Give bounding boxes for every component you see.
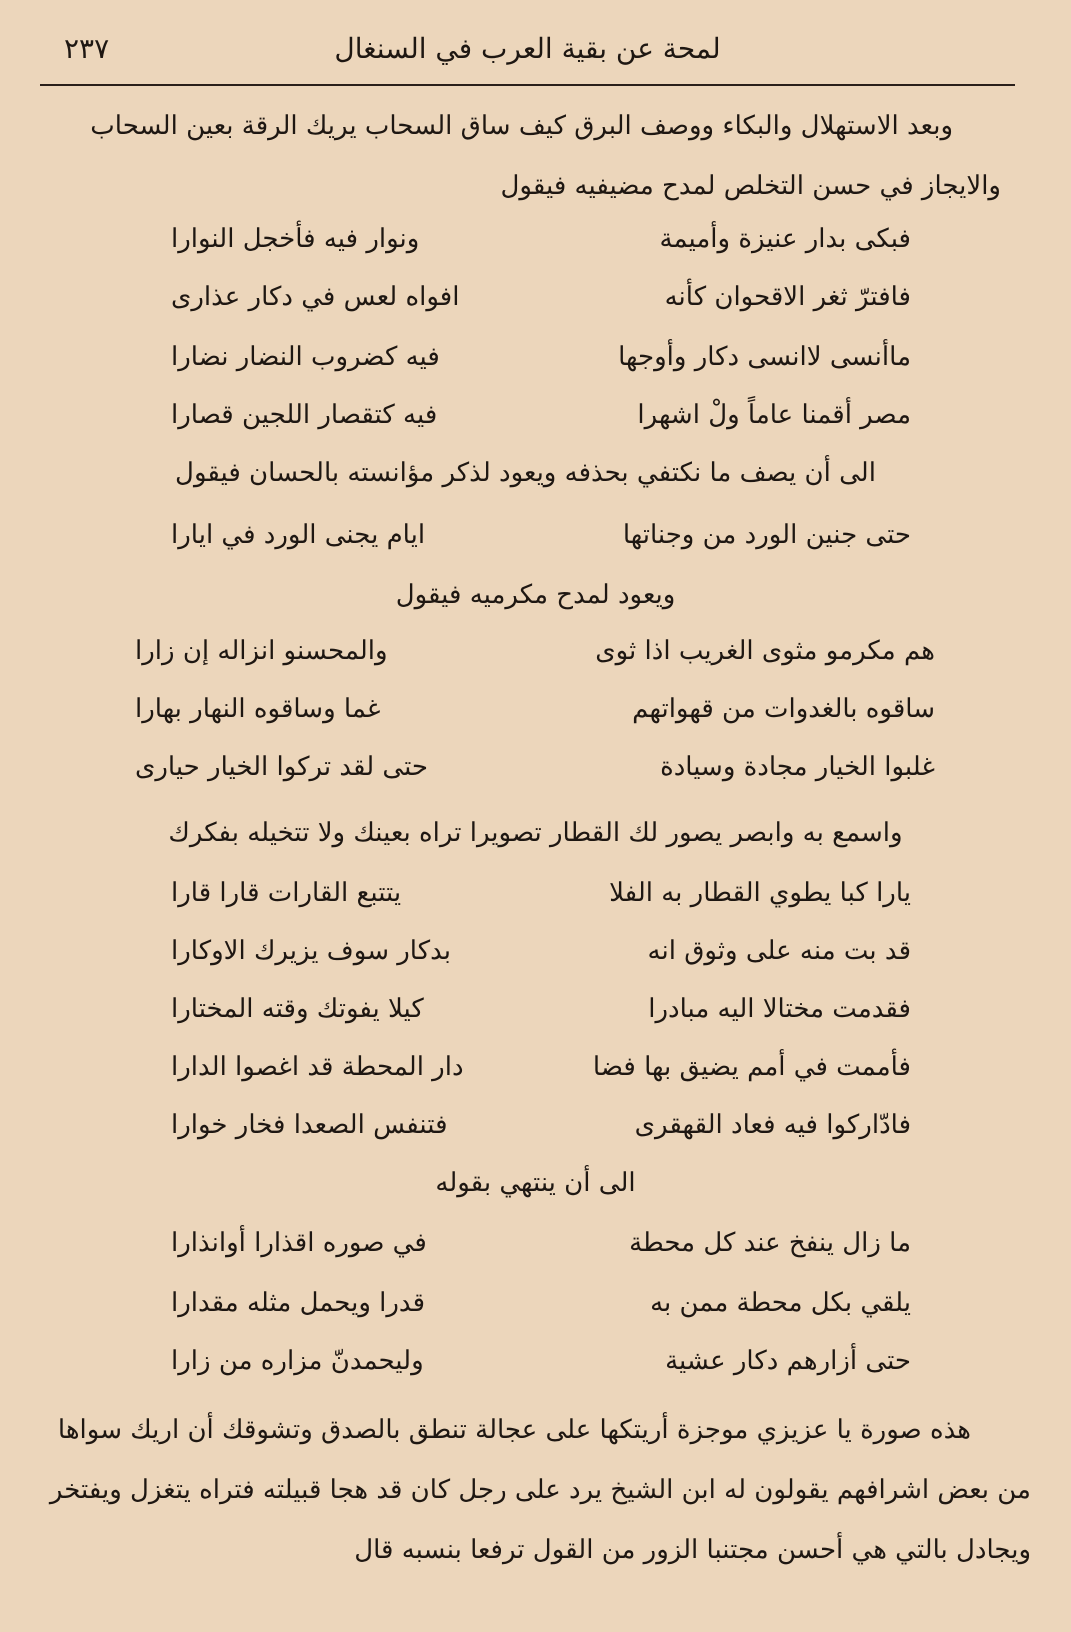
verse-second-hemistich: ونوار فيه فأخجل النوارا [171, 224, 420, 254]
prose-line: هذه صورة يا عزيزي موجزة أريتكها على عجالة تنطق بالصدق وتشوقك أن اريك سواها [57, 1415, 971, 1445]
transition-line: الى أن يصف ما نكتفي بحذفه ويعود لذكر مؤانسته بالحسان فيقول [175, 458, 876, 488]
verse-first-hemistich: غلبوا الخيار مجادة وسيادة [660, 752, 935, 782]
verse-line [171, 1228, 911, 1272]
verse-first-hemistich: ما زال ينفخ عند كل محطة [629, 1228, 911, 1258]
verse-first-hemistich: فقدمت مختالا اليه مبادرا [648, 994, 911, 1024]
transition-line: الى أن ينتهي بقوله [435, 1168, 636, 1198]
prose-line: وبعد الاستهلال والبكاء ووصف البرق كيف ساق السحاب يريك الرقة بعين السحاب [90, 111, 953, 141]
verse-first-hemistich: فادّاركوا فيه فعاد القهقرى [634, 1110, 911, 1140]
verse-first-hemistich: فأممت في أمم يضيق بها فضا [592, 1052, 911, 1082]
verse-second-hemistich: كيلا يفوتك وقته المختارا [171, 994, 424, 1024]
verse-second-hemistich: فيه كتقصار اللجين قصارا [171, 400, 438, 430]
verse-first-hemistich: قد بت منه على وثوق انه [647, 936, 911, 966]
verse-second-hemistich: فيه كضروب النضار نضارا [171, 342, 440, 372]
verse-first-hemistich: ماأنسى لاانسى دكار وأوجها [618, 342, 911, 372]
verse-line [135, 636, 935, 680]
verse-second-hemistich: دار المحطة قد اغصوا الدارا [171, 1052, 464, 1082]
verse-second-hemistich: غما وساقوه النهار بهارا [135, 694, 381, 724]
verse-first-hemistich: هم مكرمو مثوى الغريب اذا ثوى [595, 636, 935, 666]
verse-line [135, 694, 935, 738]
verse-line [171, 282, 911, 326]
verse-first-hemistich: حتى جنين الورد من وجناتها [622, 520, 911, 550]
verse-line [171, 936, 911, 980]
verse-line [171, 1288, 911, 1332]
header-rule [40, 84, 1015, 86]
prose-line: ويجادل بالتي هي أحسن مجتنبا الزور من القول ترفعا بنسبه قال [354, 1535, 1031, 1565]
verse-second-hemistich: قدرا ويحمل مثله مقدارا [171, 1288, 425, 1318]
verse-line [171, 878, 911, 922]
verse-second-hemistich: فتنفس الصعدا فخار خوارا [171, 1110, 448, 1140]
verse-line [171, 1110, 911, 1154]
page-header [40, 28, 1015, 84]
verse-line [135, 752, 935, 796]
verse-line [171, 994, 911, 1038]
transition-line: واسمع به وابصر يصور لك القطار تصويرا تراه بعينك ولا تتخيله بفكرك [168, 818, 903, 848]
verse-first-hemistich: فبكى بدار عنيزة وأميمة [659, 224, 911, 254]
verse-first-hemistich: ساقوه بالغدوات من قهواتهم [632, 694, 935, 724]
page-number: ٢٣٧ [64, 32, 110, 65]
verse-second-hemistich: حتى لقد تركوا الخيار حيارى [135, 752, 428, 782]
verse-first-hemistich: مصر أقمنا عاماً ولْ اشهرا [637, 400, 911, 430]
verse-second-hemistich: ايام يجنى الورد في ايارا [171, 520, 426, 550]
verse-line [171, 342, 911, 386]
verse-first-hemistich: فافترّ ثغر الاقحوان كأنه [664, 282, 911, 312]
verse-second-hemistich: والمحسنو انزاله إن زارا [135, 636, 388, 666]
verse-second-hemistich: بدكار سوف يزيرك الاوكارا [171, 936, 451, 966]
verse-first-hemistich: يلقي بكل محطة ممن به [650, 1288, 911, 1318]
verse-second-hemistich: وليحمدنّ مزاره من زارا [171, 1346, 424, 1376]
verse-second-hemistich: يتتبع القارات قارا قارا [171, 878, 402, 908]
verse-line [171, 1052, 911, 1096]
verse-line [171, 1346, 911, 1390]
verse-first-hemistich: يارا كبا يطوي القطار به الفلا [609, 878, 911, 908]
verse-line [171, 520, 911, 564]
running-title: لمحة عن بقية العرب في السنغال [334, 32, 721, 65]
transition-line: ويعود لمدح مكرميه فيقول [395, 580, 676, 610]
verse-second-hemistich: افواه لعس في دكار عذارى [171, 282, 460, 312]
verse-first-hemistich: حتى أزارهم دكار عشية [665, 1346, 911, 1376]
verse-second-hemistich: في صوره اقذارا أوانذارا [171, 1228, 427, 1258]
verse-line [171, 224, 911, 268]
prose-line: من بعض اشرافهم يقولون له ابن الشيخ يرد على رجل كان قد هجا قبيلته فتراه يتغزل ويفتخر [49, 1475, 1031, 1505]
verse-line [171, 400, 911, 444]
prose-line: والايجاز في حسن التخلص لمدح مضيفيه فيقول [500, 171, 1001, 201]
